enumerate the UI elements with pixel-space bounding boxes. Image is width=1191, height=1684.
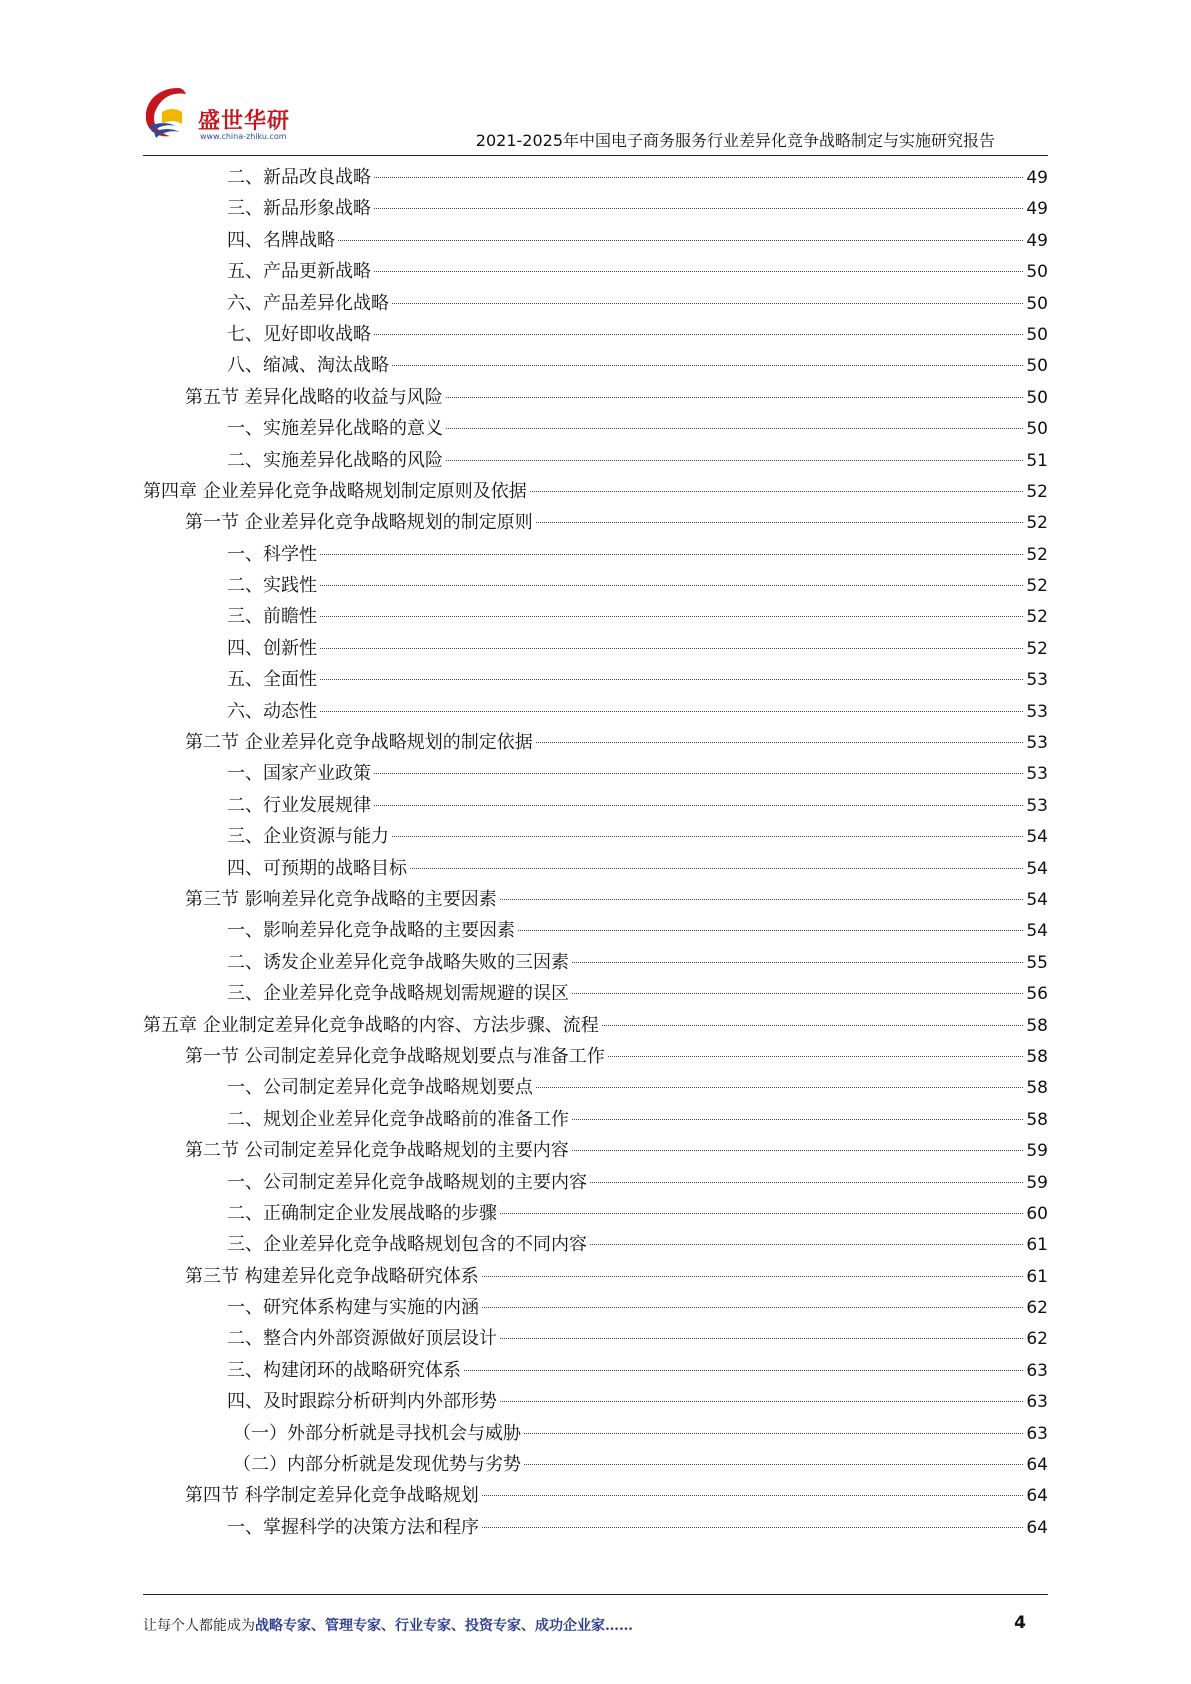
toc-entry[interactable] [143, 256, 1048, 287]
report-title: 2021-2025年中国电子商务服务行业差异化竞争战略制定与实施研究报告 [475, 131, 995, 150]
toc-entry[interactable] [143, 1010, 1048, 1041]
toc-entry-title: 二、诱发企业差异化竞争战略失败的三因素 [227, 951, 569, 973]
toc-dot-leader [338, 240, 1023, 241]
toc-entry-page: 55 [1026, 952, 1048, 973]
toc-dot-leader [392, 365, 1023, 366]
toc-dot-leader [392, 303, 1023, 304]
toc-entry[interactable] [143, 476, 1048, 507]
toc-entry-page: 53 [1026, 764, 1048, 785]
toc-entry-page: 54 [1026, 827, 1048, 848]
toc-entry[interactable] [143, 445, 1048, 476]
toc-entry-page: 62 [1026, 1329, 1048, 1350]
toc-entry-page: 63 [1026, 1392, 1048, 1413]
toc-entry-page: 52 [1026, 607, 1048, 628]
toc-dot-leader [320, 679, 1023, 680]
toc-entry[interactable] [143, 633, 1048, 664]
toc-entry-title: 二、行业发展规律 [227, 794, 371, 816]
toc-entry[interactable] [143, 570, 1048, 601]
toc-entry-title: 一、实施差异化战略的意义 [227, 418, 443, 440]
toc-entry-title: 第五节 差异化战略的收益与风险 [185, 386, 443, 408]
footer-divider [143, 1594, 1048, 1595]
toc-entry[interactable] [143, 821, 1048, 852]
toc-dot-leader [590, 1244, 1023, 1245]
toc-dot-leader [602, 1025, 1024, 1026]
toc-entry-title: 一、影响差异化竞争战略的主要因素 [227, 920, 515, 942]
toc-entry-page: 52 [1026, 544, 1048, 565]
toc-entry-page: 53 [1026, 670, 1048, 691]
toc-dot-leader [446, 397, 1024, 398]
toc-entry-title: 五、全面性 [227, 669, 317, 691]
toc-dot-leader [590, 1182, 1023, 1183]
toc-entry[interactable] [143, 1323, 1048, 1354]
table-of-contents [143, 162, 1048, 1543]
toc-entry-title: 三、构建闭环的战略研究体系 [227, 1359, 461, 1381]
toc-dot-leader [392, 836, 1023, 837]
toc-entry[interactable] [143, 162, 1048, 193]
toc-entry-title: 三、企业差异化竞争战略规划包含的不同内容 [227, 1234, 587, 1256]
toc-entry-page: 59 [1026, 1141, 1048, 1162]
toc-entry[interactable] [143, 1355, 1048, 1386]
toc-entry[interactable] [143, 1512, 1048, 1543]
toc-entry-title: 四、名牌战略 [227, 229, 335, 251]
toc-entry[interactable] [143, 1072, 1048, 1103]
toc-entry[interactable] [143, 1104, 1048, 1135]
toc-entry-page: 50 [1026, 387, 1048, 408]
toc-entry-title: 五、产品更新战略 [227, 261, 371, 283]
toc-entry-title: 一、国家产业政策 [227, 763, 371, 785]
toc-entry-title: 一、公司制定差异化竞争战略规划的主要内容 [227, 1171, 587, 1193]
toc-entry-title: 第一节 公司制定差异化竞争战略规划要点与准备工作 [185, 1045, 605, 1067]
toc-dot-leader [500, 899, 1024, 900]
toc-entry-page: 53 [1026, 701, 1048, 722]
toc-entry[interactable] [143, 1418, 1048, 1449]
toc-entry[interactable] [143, 1198, 1048, 1229]
header-divider [143, 155, 1048, 156]
toc-entry-page: 58 [1026, 1015, 1048, 1036]
toc-dot-leader [524, 1464, 1023, 1465]
toc-entry[interactable] [143, 664, 1048, 695]
toc-entry-title: 第五章 企业制定差异化竞争战略的内容、方法步骤、流程 [143, 1014, 599, 1036]
toc-entry-page: 53 [1026, 795, 1048, 816]
toc-entry[interactable] [143, 1135, 1048, 1166]
toc-dot-leader [482, 1276, 1024, 1277]
toc-entry[interactable] [143, 1480, 1048, 1511]
toc-entry-page: 58 [1026, 1078, 1048, 1099]
toc-entry-title: 二、整合内外部资源做好顶层设计 [227, 1328, 497, 1350]
toc-entry-page: 50 [1026, 324, 1048, 345]
toc-entry-title: 七、见好即收战略 [227, 323, 371, 345]
company-logo [140, 82, 310, 148]
toc-entry-page: 64 [1026, 1517, 1048, 1538]
toc-entry[interactable] [143, 1041, 1048, 1072]
toc-entry[interactable] [143, 758, 1048, 789]
toc-dot-leader [536, 1087, 1023, 1088]
toc-entry-title: 一、研究体系构建与实施的内涵 [227, 1297, 479, 1319]
toc-entry-page: 63 [1026, 1360, 1048, 1381]
toc-dot-leader [320, 711, 1023, 712]
toc-entry-title: 第二节 公司制定差异化竞争战略规划的主要内容 [185, 1140, 569, 1162]
toc-dot-leader [320, 648, 1023, 649]
toc-entry-title: 四、及时跟踪分析研判内外部形势 [227, 1391, 497, 1413]
toc-dot-leader [446, 460, 1023, 461]
toc-dot-leader [536, 522, 1024, 523]
toc-entry-page: 64 [1026, 1455, 1048, 1476]
toc-entry[interactable] [143, 853, 1048, 884]
toc-entry-title: 一、公司制定差异化竞争战略规划要点 [227, 1077, 533, 1099]
toc-entry[interactable] [143, 1261, 1048, 1292]
toc-entry[interactable] [143, 1167, 1048, 1198]
toc-dot-leader [530, 491, 1024, 492]
toc-entry[interactable] [143, 413, 1048, 444]
toc-dot-leader [482, 1307, 1023, 1308]
toc-entry-title: 第三节 影响差异化竞争战略的主要因素 [185, 888, 497, 910]
toc-entry-page: 49 [1026, 168, 1048, 188]
toc-entry-page: 62 [1026, 1298, 1048, 1319]
toc-entry-title: 第二节 企业差异化竞争战略规划的制定依据 [185, 732, 533, 754]
toc-dot-leader [500, 1338, 1023, 1339]
page-header [0, 0, 1191, 160]
toc-dot-leader [464, 1370, 1023, 1371]
toc-entry-title: 第四节 科学制定差异化竞争战略规划 [185, 1485, 479, 1507]
toc-entry-title: 第三节 构建差异化竞争战略研究体系 [185, 1265, 479, 1287]
toc-dot-leader [374, 177, 1023, 178]
toc-entry-title: 六、产品差异化战略 [227, 292, 389, 314]
toc-entry-page: 52 [1026, 513, 1048, 534]
toc-entry[interactable] [143, 696, 1048, 727]
toc-entry[interactable] [143, 288, 1048, 319]
toc-entry-title: 第一节 企业差异化竞争战略规划的制定原则 [185, 512, 533, 534]
toc-dot-leader [518, 930, 1023, 931]
page-footer [143, 1615, 1048, 1639]
toc-dot-leader [374, 208, 1023, 209]
toc-entry-title: 三、企业差异化竞争战略规划需规避的误区 [227, 983, 569, 1005]
toc-entry-page: 54 [1026, 889, 1048, 910]
toc-dot-leader [482, 1527, 1023, 1528]
toc-entry-title: 三、企业资源与能力 [227, 826, 389, 848]
toc-entry[interactable] [143, 193, 1048, 224]
toc-entry[interactable] [143, 382, 1048, 413]
toc-dot-leader [320, 585, 1023, 586]
toc-entry-page: 64 [1026, 1486, 1048, 1507]
toc-entry-title: 二、正确制定企业发展战略的步骤 [227, 1202, 497, 1224]
logo-name: 盛世华研 [198, 109, 291, 134]
toc-entry[interactable] [143, 790, 1048, 821]
toc-entry-page: 58 [1026, 1046, 1048, 1067]
toc-entry[interactable] [143, 507, 1048, 538]
page-number: 4 [1014, 1613, 1026, 1633]
toc-entry-page: 61 [1026, 1235, 1048, 1256]
toc-entry-page: 53 [1026, 733, 1048, 754]
toc-entry-title: 一、掌握科学的决策方法和程序 [227, 1516, 479, 1538]
toc-entry[interactable] [143, 947, 1048, 978]
toc-dot-leader [374, 805, 1023, 806]
toc-dot-leader [572, 1150, 1024, 1151]
slogan-prefix: 让每个人都能成为 [143, 1618, 255, 1634]
toc-entry-title: 一、科学性 [227, 543, 317, 565]
toc-dot-leader [446, 428, 1023, 429]
toc-entry-title: 三、新品形象战略 [227, 198, 371, 220]
toc-entry-page: 52 [1026, 481, 1048, 502]
toc-dot-leader [524, 1433, 1023, 1434]
toc-entry[interactable] [143, 225, 1048, 256]
toc-entry[interactable] [143, 539, 1048, 570]
toc-entry-title: 三、前瞻性 [227, 606, 317, 628]
toc-entry[interactable] [143, 1386, 1048, 1417]
toc-dot-leader [320, 616, 1023, 617]
logo-swoosh-icon [140, 82, 200, 144]
toc-entry-title: 二、实施差异化战略的风险 [227, 449, 443, 471]
toc-entry-page: 50 [1026, 419, 1048, 440]
slogan-emphasis: 战略专家、管理专家、行业专家、投资专家、成功企业家…… [255, 1618, 633, 1634]
toc-entry[interactable] [143, 601, 1048, 632]
toc-dot-leader [374, 334, 1023, 335]
toc-entry-page: 52 [1026, 638, 1048, 659]
toc-entry-title: 四、创新性 [227, 637, 317, 659]
toc-dot-leader [608, 1056, 1024, 1057]
toc-entry-page: 49 [1026, 199, 1048, 220]
toc-entry-title: （二）内部分析就是发现优势与劣势 [233, 1454, 521, 1476]
toc-dot-leader [572, 1119, 1023, 1120]
toc-entry-title: 二、实践性 [227, 575, 317, 597]
toc-entry-page: 59 [1026, 1172, 1048, 1193]
toc-dot-leader [374, 271, 1023, 272]
toc-entry[interactable] [143, 727, 1048, 758]
toc-entry-page: 52 [1026, 576, 1048, 597]
toc-entry-page: 50 [1026, 356, 1048, 377]
toc-entry-page: 63 [1026, 1423, 1048, 1444]
toc-dot-leader [482, 1495, 1024, 1496]
toc-entry-page: 54 [1026, 921, 1048, 942]
toc-entry[interactable] [143, 1292, 1048, 1323]
toc-entry-title: 第四章 企业差异化竞争战略规划制定原则及依据 [143, 480, 527, 502]
toc-entry-title: 八、缩减、淘汰战略 [227, 355, 389, 377]
toc-dot-leader [410, 868, 1023, 869]
toc-entry[interactable] [143, 884, 1048, 915]
toc-entry-page: 54 [1026, 858, 1048, 879]
toc-entry-page: 50 [1026, 262, 1048, 283]
toc-entry-page: 56 [1026, 984, 1048, 1005]
toc-entry-title: 六、动态性 [227, 700, 317, 722]
toc-entry[interactable] [143, 978, 1048, 1009]
toc-dot-leader [374, 773, 1023, 774]
toc-entry[interactable] [143, 319, 1048, 350]
toc-entry-page: 58 [1026, 1109, 1048, 1130]
toc-entry[interactable] [143, 1449, 1048, 1480]
toc-dot-leader [572, 962, 1023, 963]
toc-entry[interactable] [143, 350, 1048, 381]
toc-dot-leader [572, 993, 1023, 994]
logo-url: www.china-zhiku.com [200, 132, 287, 141]
toc-dot-leader [500, 1213, 1023, 1214]
toc-entry-title: （一）外部分析就是寻找机会与威胁 [233, 1422, 521, 1444]
toc-entry-title: 二、规划企业差异化竞争战略前的准备工作 [227, 1108, 569, 1130]
toc-dot-leader [536, 742, 1024, 743]
toc-entry-page: 60 [1026, 1203, 1048, 1224]
toc-dot-leader [500, 1401, 1023, 1402]
footer-slogan [143, 1615, 633, 1635]
toc-entry[interactable] [143, 1229, 1048, 1260]
toc-entry[interactable] [143, 915, 1048, 946]
toc-entry-title: 二、新品改良战略 [227, 167, 371, 188]
toc-dot-leader [320, 554, 1023, 555]
toc-entry-page: 51 [1026, 450, 1048, 471]
toc-entry-title: 四、可预期的战略目标 [227, 857, 407, 879]
toc-entry-page: 61 [1026, 1266, 1048, 1287]
toc-entry-page: 50 [1026, 293, 1048, 314]
toc-entry-page: 49 [1026, 230, 1048, 251]
